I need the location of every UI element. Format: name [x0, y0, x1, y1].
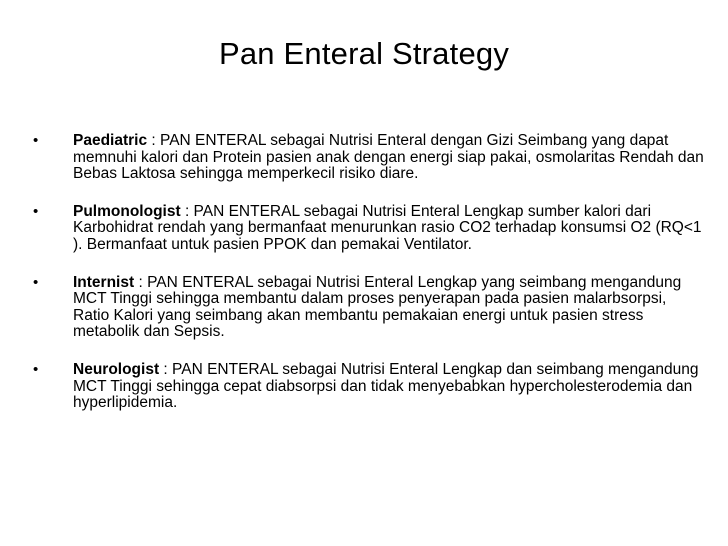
bullet-item-internist [33, 275, 705, 341]
bullet-icon: • [33, 202, 39, 220]
slide-title: Pan Enteral Strategy [218, 36, 510, 71]
bullet-list [33, 133, 705, 412]
bullet-text: : PAN ENTERAL sebagai Nutrisi Enteral Lengkap dan seimbang mengandung MCT Tinggi sehingga cepat diabsorpsi dan tidak menyebabkan hypercholesterodemia dan hyperlipidemia. [73, 360, 699, 412]
bullet-item-paediatric [33, 133, 705, 183]
bullet-text: : PAN ENTERAL sebagai Nutrisi Enteral Lengkap yang seimbang mengandung MCT Tinggi sehingga membantu dalam proses penyerapan pada pasien malarbsorpsi, Ratio Kalori yang seimbang akan membantu pemakaian energi untuk pasien stress metabolik dan Sepsis. [73, 273, 682, 341]
bullet-term: Internist [73, 273, 135, 291]
bullet-item-pulmonologist [33, 204, 705, 254]
bullet-item-neurologist [33, 362, 705, 412]
bullet-term: Neurologist [73, 360, 160, 378]
bullet-icon: • [33, 132, 39, 149]
bullet-icon: • [33, 360, 39, 378]
bullet-term: Pulmonologist [73, 202, 181, 220]
bullet-text: : PAN ENTERAL sebagai Nutrisi Enteral Lengkap sumber kalori dari Karbohidrat rendah yang bermanfaat menurunkan rasio CO2 terhadap konsumsi O2 (RQ<1 ). Bermanfaat untuk pasien PPOK dan pemakai Ventilator. [73, 202, 702, 253]
bullet-text: : PAN ENTERAL sebagai Nutrisi Enteral dengan Gizi Seimbang yang dapat memnuhi kalori dan Protein pasien anak dengan energi siap pakai, osmolaritas Rendah dan Bebas Laktosa sehingga memperkecil risiko diare. [73, 132, 704, 183]
bullet-term: Paediatric [73, 132, 148, 149]
bullet-icon: • [33, 273, 39, 291]
